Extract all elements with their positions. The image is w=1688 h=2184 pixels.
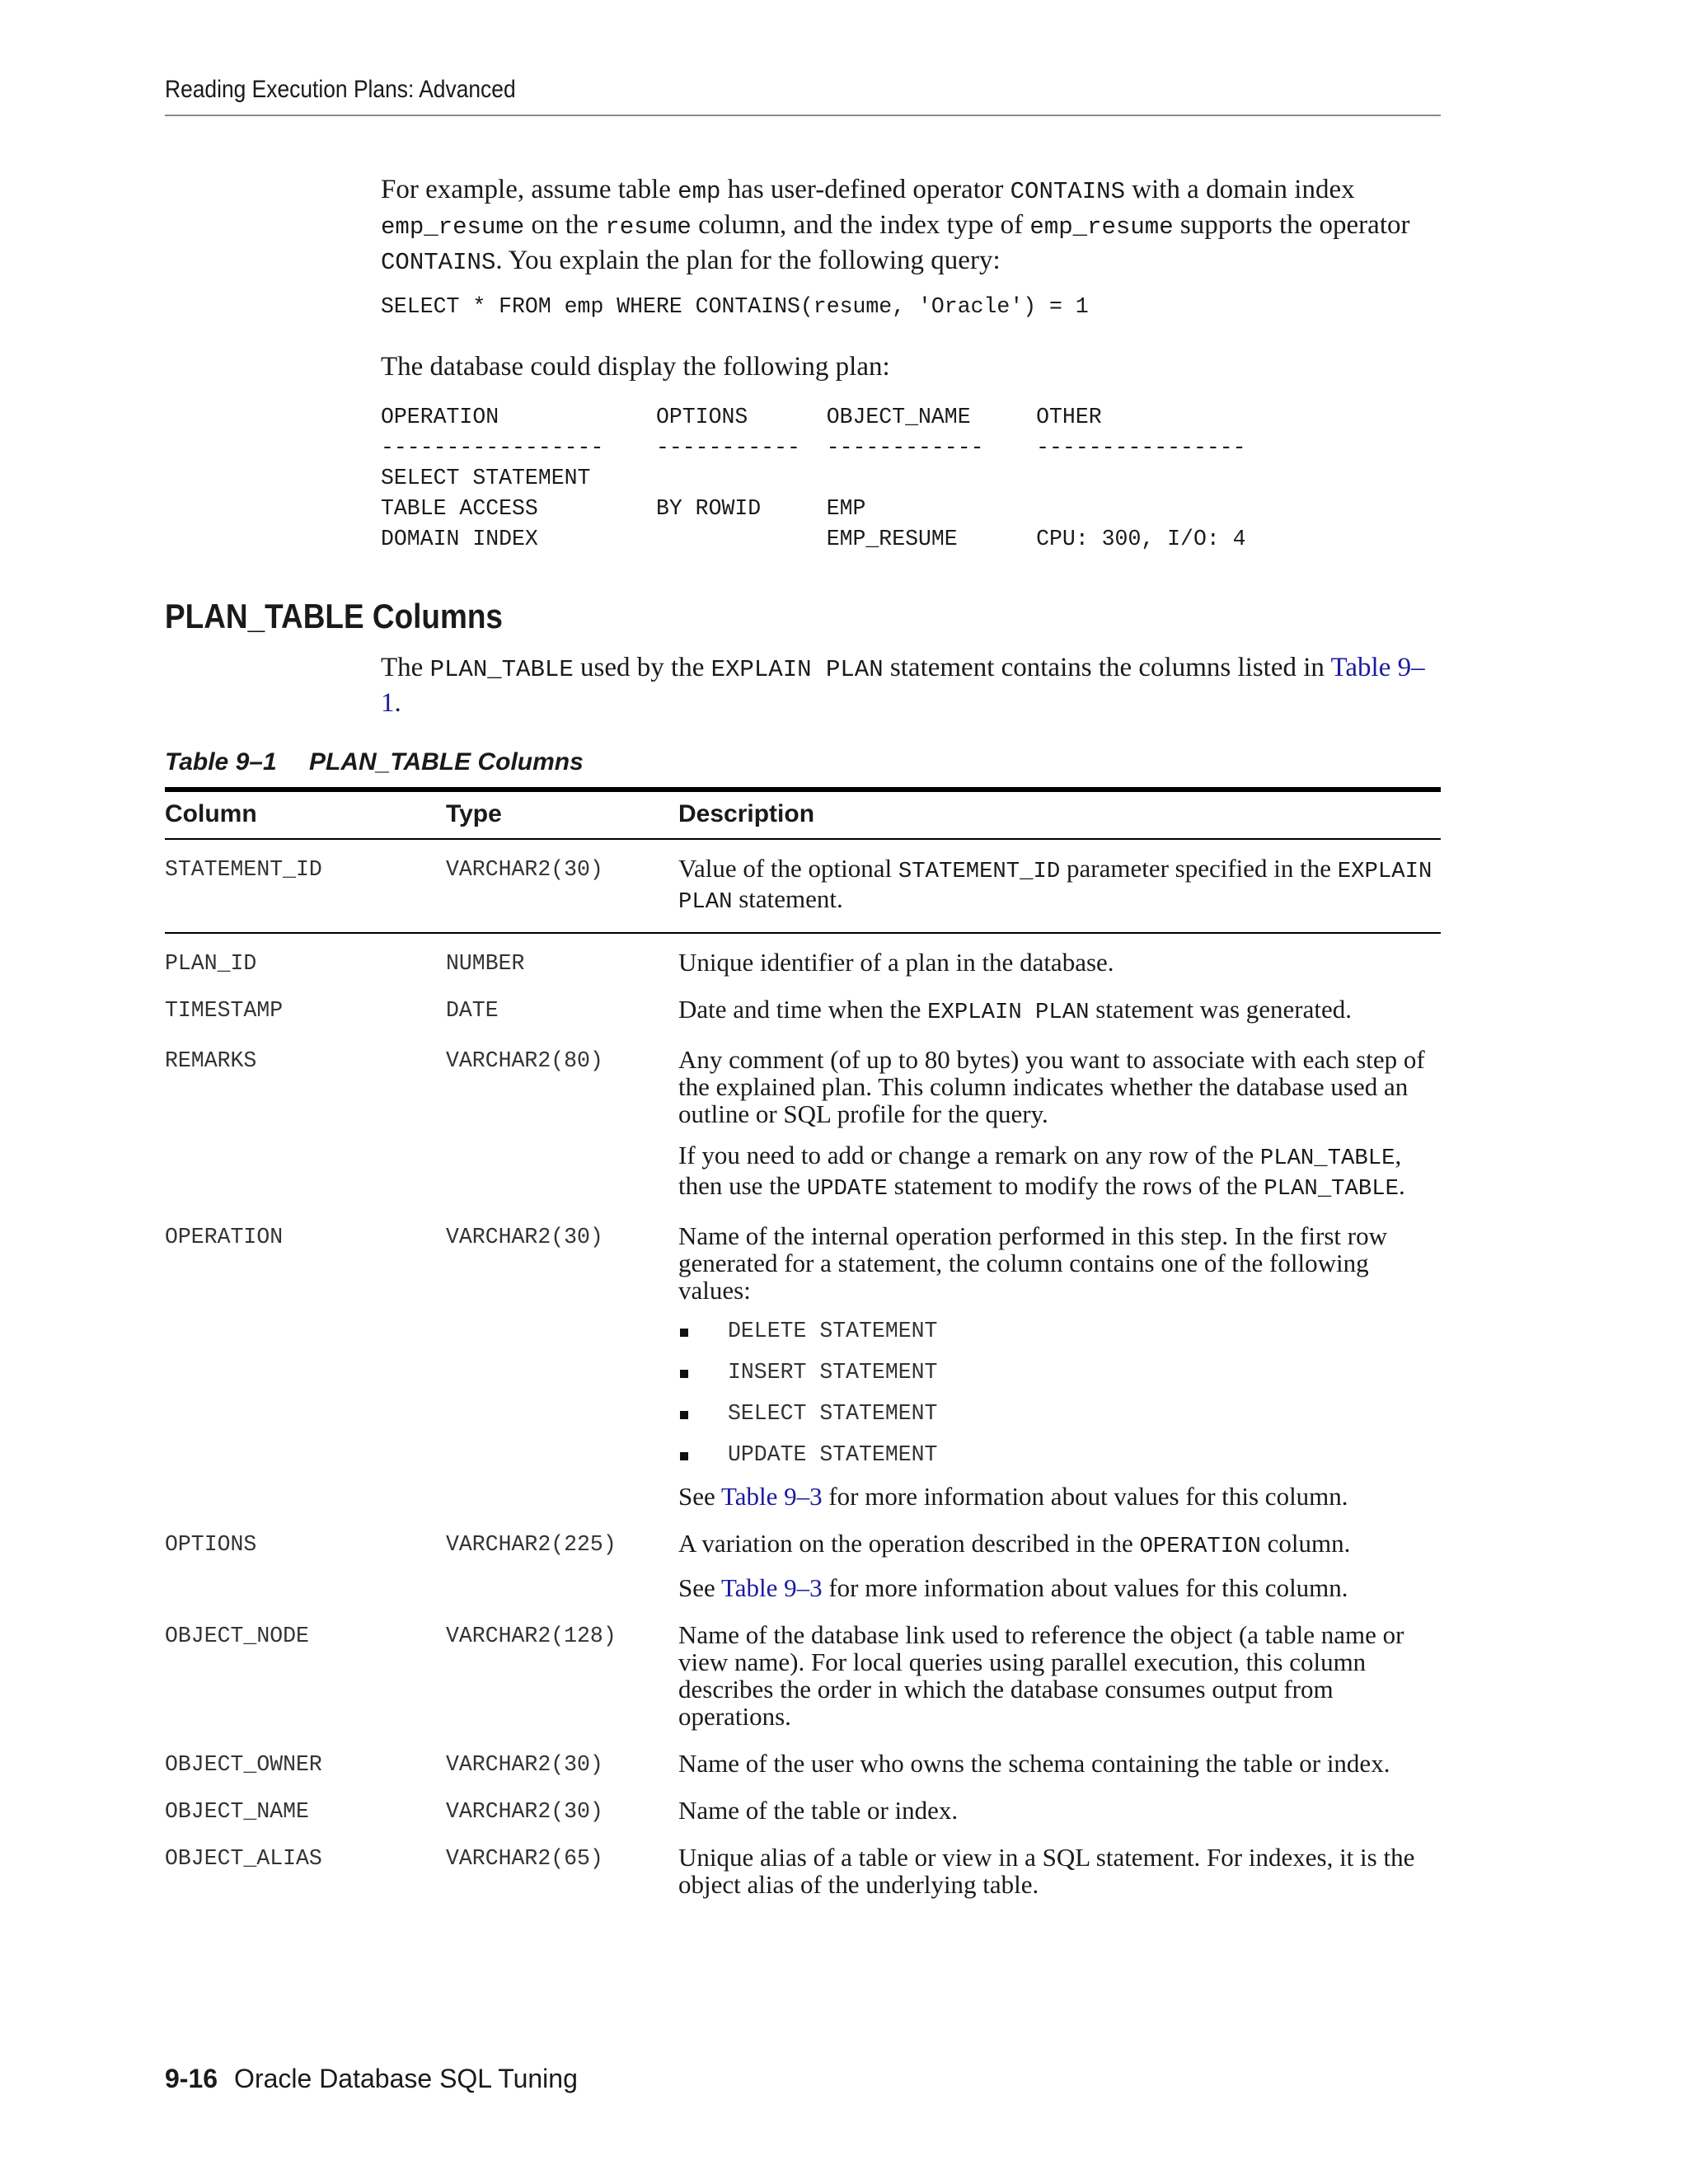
description-paragraph <box>678 1222 1441 1304</box>
running-header: Reading Execution Plans: Advanced <box>165 76 516 103</box>
text-run: supports the operator <box>1173 210 1410 240</box>
table-row <box>165 1606 1441 1735</box>
column-description-cell <box>678 1829 1441 1903</box>
text-run: . <box>1398 1171 1405 1200</box>
table-row <box>165 933 1441 981</box>
column-description-cell <box>678 1515 1441 1606</box>
description-paragraph <box>678 949 1441 976</box>
table-cross-reference-link[interactable]: Table 9–1 <box>381 653 1425 718</box>
inline-code: emp_resume <box>1029 213 1174 241</box>
inline-code: resume <box>605 213 692 241</box>
table-row <box>165 981 1441 1031</box>
text-run: Name of the database link used to reference the object (a table name or view name). For local queries using parallel execution, this column describes the order in which the database consumes output from operations. <box>678 1620 1404 1731</box>
column-type-cell: VARCHAR2(225) <box>446 1532 617 1557</box>
description-paragraph <box>678 1844 1441 1898</box>
description-paragraph <box>678 1621 1441 1730</box>
plan-output-line: DOMAIN INDEX EMP_RESUME CPU: 300, I/O: 4 <box>381 527 1246 551</box>
table-row <box>165 839 1441 933</box>
text-run: The <box>381 653 430 682</box>
text-run: used by the <box>573 653 711 682</box>
query-code-block: SELECT * FROM emp WHERE CONTAINS(resume, 'Oracle') = 1 <box>381 294 1089 319</box>
text-run: parameter specified in the <box>1060 854 1338 883</box>
column-name-cell: OBJECT_NODE <box>165 1624 309 1648</box>
inline-code: PLAN_TABLE <box>429 656 574 683</box>
plan-table-columns-table <box>165 787 1441 1903</box>
table-header-row <box>165 790 1441 839</box>
description-paragraph <box>678 1750 1441 1777</box>
table-row <box>165 1207 1441 1515</box>
text-run: for more information about values for this column. <box>822 1573 1348 1602</box>
column-name-cell: REMARKS <box>165 1048 257 1073</box>
text-run: Name of the user who owns the schema containing the table or index. <box>678 1749 1390 1778</box>
header-type: Type <box>446 790 678 839</box>
inline-code: CONTAINS <box>1010 178 1125 205</box>
section-heading: PLAN_TABLE Columns <box>165 597 503 635</box>
text-run: with a domain index <box>1125 175 1355 204</box>
column-description-cell <box>678 933 1441 981</box>
column-type-cell: VARCHAR2(128) <box>446 1624 617 1648</box>
text-run: has user-defined operator <box>720 175 1010 204</box>
operation-value-item: SELECT STATEMENT <box>678 1400 1441 1427</box>
inline-code: EXPLAIN PLAN <box>710 656 884 683</box>
inline-code: PLAN_TABLE <box>1259 1146 1395 1171</box>
column-name-cell: STATEMENT_ID <box>165 839 446 933</box>
column-type-cell: VARCHAR2(30) <box>446 839 678 933</box>
operation-value-item: UPDATE STATEMENT <box>678 1441 1441 1469</box>
column-type-cell: VARCHAR2(80) <box>446 1048 603 1073</box>
text-run: statement contains the columns listed in <box>883 653 1331 682</box>
column-name-cell: OBJECT_ALIAS <box>165 1846 322 1871</box>
header-description: Description <box>678 790 1441 839</box>
column-description-cell <box>678 1782 1441 1829</box>
column-type-cell: VARCHAR2(30) <box>446 1799 603 1824</box>
inline-code: OPERATION <box>1139 1534 1261 1559</box>
column-description-cell <box>678 1207 1441 1515</box>
inline-code: PLAN_TABLE <box>1264 1176 1399 1202</box>
inline-code: emp <box>678 178 721 205</box>
plan-output-line: SELECT STATEMENT <box>381 466 591 490</box>
header-column: Column <box>165 790 446 839</box>
text-run: . You explain the plan for the following query: <box>495 246 1001 275</box>
text-run: Unique alias of a table or view in a SQL statement. For indexes, it is the object alias of the underlying table. <box>678 1843 1415 1899</box>
column-type-cell: NUMBER <box>446 951 525 976</box>
plan-output-line: ----------------- ----------- ------------ ---------------- <box>381 435 1246 460</box>
description-paragraph <box>678 996 1441 1026</box>
footer-page-number: 9-16 <box>165 2064 218 2093</box>
description-paragraph <box>678 1141 1441 1202</box>
footer-book-title: Oracle Database SQL Tuning <box>234 2064 578 2093</box>
inline-code: EXPLAIN PLAN <box>678 859 1432 915</box>
table-row <box>165 1782 1441 1829</box>
column-name-cell: OPERATION <box>165 1225 284 1249</box>
plan-intro-paragraph: The database could display the following plan: <box>381 352 890 382</box>
operation-value-item: DELETE STATEMENT <box>678 1318 1441 1345</box>
text-run: for more information about values for this column. <box>822 1482 1348 1511</box>
text-run: Value of the optional <box>678 854 898 883</box>
plan-output-line: OPERATION OPTIONS OBJECT_NAME OTHER <box>381 405 1102 429</box>
inline-code: CONTAINS <box>381 249 496 276</box>
table-row <box>165 1515 1441 1606</box>
text-run: statement to modify the rows of the <box>888 1171 1264 1200</box>
text-run: . <box>394 688 401 718</box>
column-description-cell <box>678 981 1441 1031</box>
column-type-cell: DATE <box>446 998 499 1023</box>
inline-code: EXPLAIN PLAN <box>927 1000 1090 1025</box>
text-run: on the <box>524 210 606 240</box>
text-run: For example, assume table <box>381 175 678 204</box>
inline-code: UPDATE <box>806 1176 889 1202</box>
column-description-cell <box>678 1735 1441 1782</box>
table-row <box>165 1829 1441 1903</box>
description-paragraph <box>678 1483 1441 1510</box>
plan-output-code-block <box>381 402 1246 555</box>
text-run: column, and the index type of <box>691 210 1030 240</box>
page-footer <box>165 2064 578 2094</box>
inline-code: emp_resume <box>381 213 525 241</box>
column-type-cell: VARCHAR2(30) <box>446 1752 603 1777</box>
header-rule <box>165 115 1441 116</box>
text-run: statement. <box>732 884 843 913</box>
plan-output-line: TABLE ACCESS BY ROWID EMP <box>381 496 866 521</box>
column-type-cell: VARCHAR2(30) <box>446 1225 603 1249</box>
description-paragraph <box>678 855 1441 916</box>
operation-value-item: INSERT STATEMENT <box>678 1359 1441 1386</box>
column-description-cell <box>678 1031 1441 1207</box>
description-paragraph <box>678 1046 1441 1127</box>
text-run: Date and time when the <box>678 995 928 1024</box>
description-paragraph <box>678 1574 1441 1601</box>
table-row <box>165 1735 1441 1782</box>
column-description-cell <box>678 839 1441 933</box>
text-run: See <box>678 1573 721 1602</box>
text-run: Unique identifier of a plan in the database. <box>678 948 1114 977</box>
column-name-cell: PLAN_ID <box>165 951 257 976</box>
description-paragraph <box>678 1530 1441 1560</box>
column-type-cell: VARCHAR2(65) <box>446 1846 603 1871</box>
text-run: A variation on the operation described in the <box>678 1529 1140 1558</box>
inline-code: STATEMENT_ID <box>898 859 1061 884</box>
table-cross-reference-link[interactable]: Table 9–3 <box>720 1482 823 1511</box>
table-caption-title: PLAN_TABLE Columns <box>309 748 584 776</box>
text-run: Name of the internal operation performed in this step. In the first row generated for a statement, the column contains one of the following values: <box>678 1221 1387 1305</box>
intro-paragraph <box>381 173 1428 279</box>
column-name-cell: TIMESTAMP <box>165 998 284 1023</box>
text-run: If you need to add or change a remark on any row of the <box>678 1141 1260 1169</box>
column-name-cell: OPTIONS <box>165 1532 257 1557</box>
column-description-cell <box>678 1606 1441 1735</box>
text-run: Name of the table or index. <box>678 1796 959 1825</box>
table-caption <box>165 748 584 776</box>
text-run: statement was generated. <box>1089 995 1352 1024</box>
text-run: Any comment (of up to 80 bytes) you want to associate with each step of the explained plan. This column indicates whether the database used an outline or SQL profile for the query. <box>678 1045 1425 1128</box>
text-run: See <box>678 1482 721 1511</box>
section-intro-paragraph <box>381 651 1428 719</box>
table-row <box>165 1031 1441 1207</box>
table-cross-reference-link[interactable]: Table 9–3 <box>720 1573 823 1602</box>
text-run: , then use the <box>678 1141 1402 1200</box>
column-name-cell: OBJECT_OWNER <box>165 1752 322 1777</box>
column-name-cell: OBJECT_NAME <box>165 1799 309 1824</box>
table-caption-number: Table 9–1 <box>165 748 277 776</box>
description-paragraph <box>678 1797 1441 1824</box>
text-run: column. <box>1260 1529 1351 1558</box>
